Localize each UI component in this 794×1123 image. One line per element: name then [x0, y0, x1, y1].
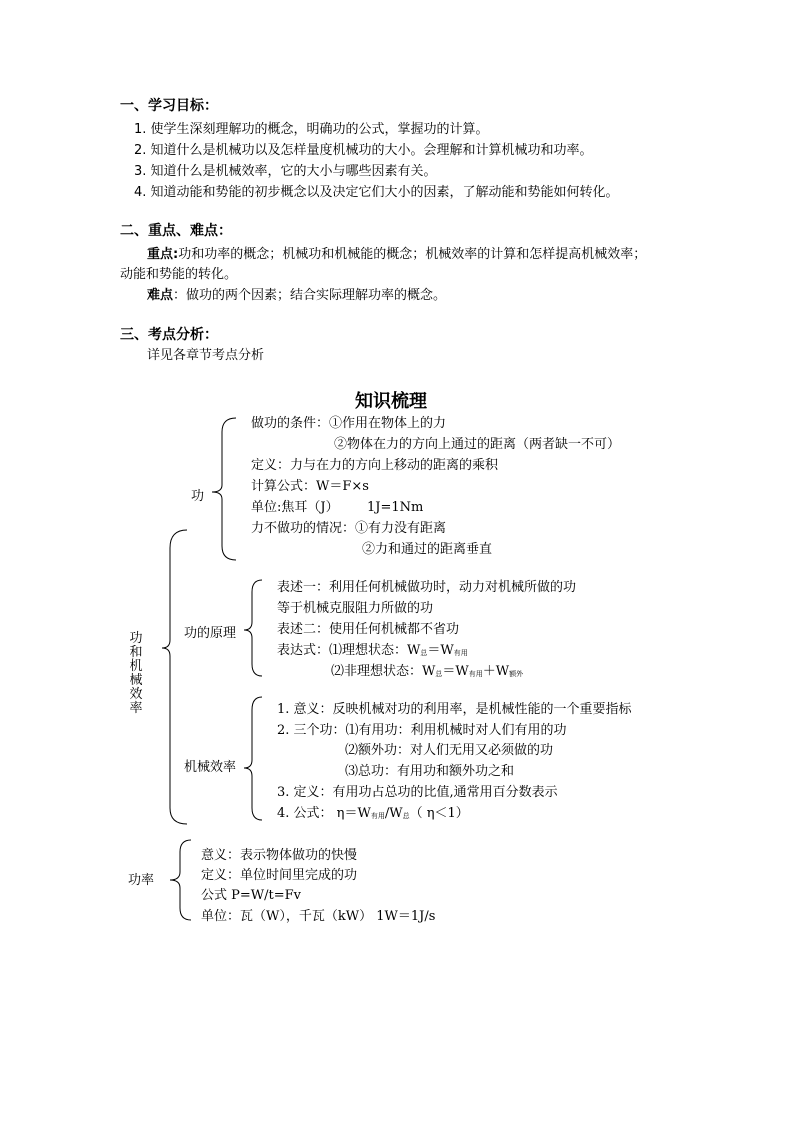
work-condition-2: ②物体在力的方向上通过的距离（两者缺一不可） — [334, 437, 621, 452]
work-formula: 计算公式：W＝F×s — [251, 479, 369, 494]
subscript: 总 — [402, 812, 410, 820]
key-points-line-2: 动能和势能的转化。 — [120, 267, 238, 282]
formula-text: /W — [384, 806, 403, 821]
expr-text: 表达式：⑴理想状态：W — [277, 643, 421, 658]
subscript: 总 — [435, 670, 443, 678]
principle-brace — [244, 580, 262, 676]
objective-text: 知道什么是机械效率，它的大小与哪些因素有关。 — [150, 164, 437, 179]
map-title: 知识梳理 — [355, 391, 427, 412]
efficiency-item-2: 2. 三个功：⑴有用功：利用机械时对人们有用的功 — [277, 723, 567, 738]
subscript: 总 — [420, 649, 428, 657]
objective-num: 4. — [134, 185, 147, 200]
efficiency-item-4 — [277, 807, 469, 820]
principle-statement-2: 表述二：使用任何机械都不省功 — [277, 622, 460, 637]
section-1-heading: 一、学习目标： — [120, 98, 218, 114]
principle-expression-ideal — [277, 644, 468, 657]
principle-statement-1: 表述一：利用任何机械做功时，动力对机械所做的功 — [277, 580, 577, 595]
power-label: 功率 — [128, 873, 155, 888]
efficiency-item-2c: ⑶总功：有用功和额外功之和 — [345, 764, 515, 779]
power-definition: 定义：单位时间里完成的功 — [201, 868, 358, 883]
expr-text: ＝W — [427, 643, 454, 658]
root-label-char: 械 — [129, 673, 143, 688]
efficiency-item-1: 1. 意义：反映机械对功的利用率，是机械性能的一个重要指标 — [277, 702, 632, 717]
root-label-char: 效 — [129, 687, 143, 702]
objective-num: 3. — [134, 164, 147, 179]
root-brace — [162, 530, 187, 824]
principle-expression-nonideal — [331, 665, 523, 678]
expr-text: ＝W — [442, 664, 469, 679]
objective-num: 1. — [134, 122, 147, 137]
principle-label: 功的原理 — [184, 626, 237, 641]
difficulty-label: 难点 — [147, 288, 174, 303]
work-unit: 单位:焦耳（J） — [251, 500, 339, 515]
difficulty-line — [147, 289, 446, 302]
no-work-case-2: ②力和通过的距离垂直 — [362, 542, 493, 557]
power-brace — [170, 840, 191, 920]
efficiency-item-2b: ⑵额外功：对人们无用又必须做的功 — [345, 743, 554, 758]
key-points-line — [147, 248, 646, 261]
objective-num: 2. — [134, 143, 147, 158]
objective-text: 知道什么是机械功以及怎样量度机械功的大小。会理解和计算机械功和功率。 — [150, 143, 593, 158]
subscript: 有用 — [453, 649, 468, 657]
difficulty-text: ：做功的两个因素；结合实际理解功率的概念。 — [173, 288, 447, 303]
subscript: 有用 — [370, 812, 385, 820]
subscript: 额外 — [509, 670, 524, 678]
key-points-text: 功和功率的概念；机械功和机械能的概念；机械效率的计算和怎样提高机械效率； — [178, 247, 647, 262]
principle-statement-1-cont: 等于机械克服阻力所做的功 — [277, 601, 434, 616]
key-points-label: 重点: — [147, 247, 179, 262]
root-label-char: 率 — [129, 701, 143, 716]
formula-text: 4. 公式： η＝W — [277, 806, 371, 821]
work-label: 功 — [191, 489, 205, 504]
efficiency-item-3: 3. 定义：有用功占总功的比值,通常用百分数表示 — [277, 785, 558, 800]
objective-item-3 — [134, 165, 437, 178]
objective-text: 使学生深刻理解功的概念，明确功的公式，掌握功的计算。 — [150, 122, 489, 137]
objective-item-4 — [134, 186, 619, 199]
work-definition: 定义：力与在力的方向上移动的距离的乘积 — [251, 458, 499, 473]
power-formula: 公式 P=W/t=Fv — [201, 888, 301, 903]
expr-text: ⑵非理想状态：W — [331, 664, 436, 679]
objective-item-1 — [134, 123, 489, 136]
root-label-char: 功 — [129, 631, 143, 646]
root-label-char: 机 — [129, 659, 143, 674]
no-work-case-1: 力不做功的情况：①有力没有距离 — [251, 521, 447, 536]
power-unit: 单位：瓦（W），千瓦（kW） 1W＝1J/s — [201, 909, 436, 924]
root-label — [128, 632, 144, 716]
expr-text: ＋W — [482, 664, 510, 679]
work-condition-1: 做功的条件：①作用在物体上的力 — [251, 416, 447, 431]
work-brace — [212, 418, 236, 560]
exam-analysis-text: 详见各章节考点分析 — [147, 348, 265, 363]
power-meaning: 意义：表示物体做功的快慢 — [201, 848, 358, 863]
section-3-heading: 三、考点分析： — [120, 327, 218, 343]
work-unit-equivalence: 1J=1Nm — [367, 500, 424, 515]
objective-text: 知道动能和势能的初步概念以及决定它们大小的因素，了解动能和势能如何转化。 — [150, 185, 619, 200]
section-2-heading: 二、重点、难点： — [120, 223, 232, 239]
efficiency-brace — [244, 697, 262, 820]
root-label-char: 和 — [129, 645, 143, 660]
subscript: 有用 — [468, 670, 483, 678]
objective-item-2 — [134, 144, 593, 157]
formula-text: （ η＜1） — [409, 806, 469, 821]
efficiency-label: 机械效率 — [184, 760, 237, 775]
